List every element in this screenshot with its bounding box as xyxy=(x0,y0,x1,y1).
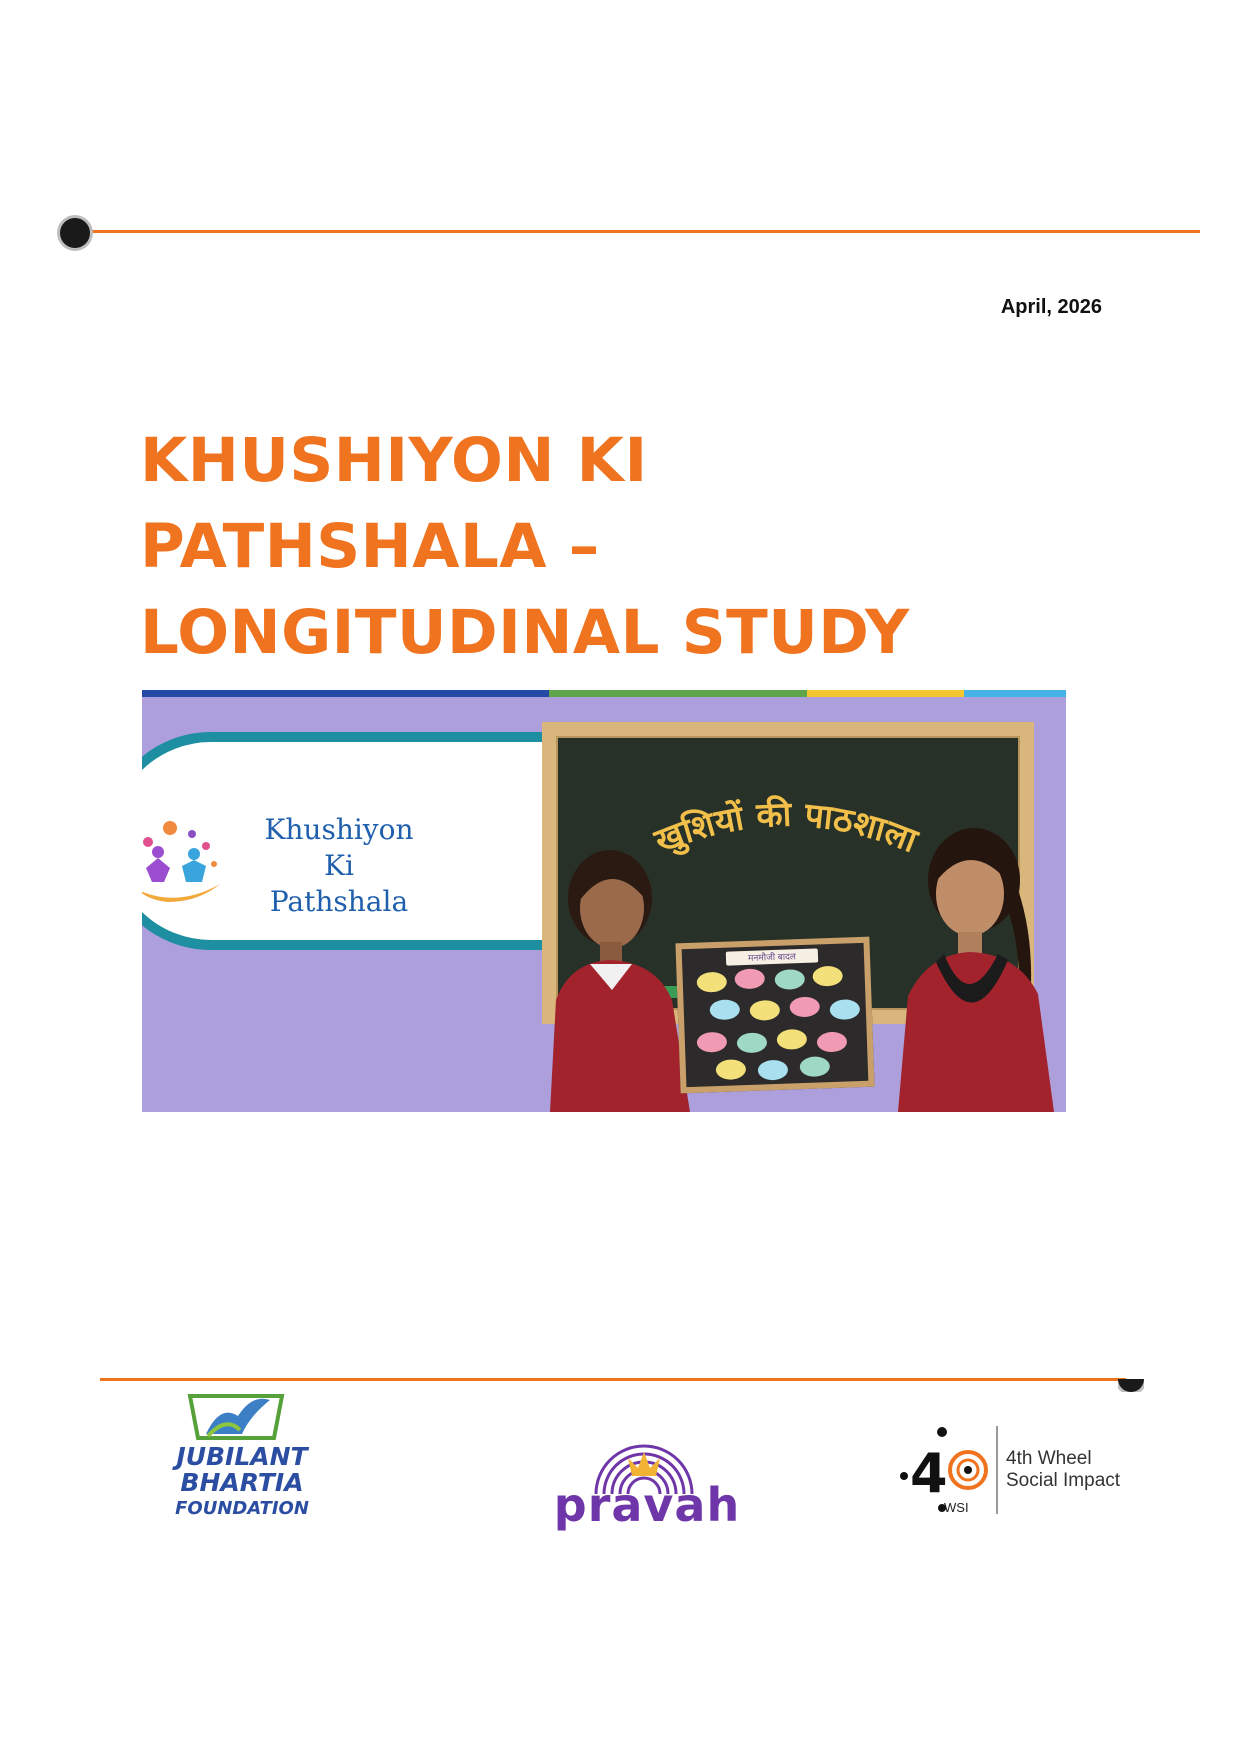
cloud-note xyxy=(734,968,765,989)
wsi-line-2: Social Impact xyxy=(1006,1470,1121,1491)
jbf-line-3: FOUNDATION xyxy=(175,1498,309,1519)
jbf-line-2: BHARTIA xyxy=(180,1468,304,1497)
kp-logo-line-1: Khushiyon xyxy=(264,813,414,846)
cloud-note xyxy=(697,1032,728,1053)
cloud-note xyxy=(777,1029,808,1050)
stripe-segment-yellow xyxy=(807,690,964,697)
cover-banner-image xyxy=(142,690,1066,1112)
kp-logo-icon xyxy=(142,812,228,912)
cloud-note xyxy=(774,969,805,990)
top-rule-line xyxy=(80,230,1200,233)
publication-date: April, 2026 xyxy=(1000,296,1102,318)
fourth-wheel-social-impact-logo xyxy=(1006,1448,1120,1492)
chalkboard-text: खुशियों की पाठशाला xyxy=(649,794,923,862)
cloud-note xyxy=(758,1060,789,1081)
activity-chart-board xyxy=(675,937,874,1094)
jubilant-bhartia-foundation-logo xyxy=(152,1444,332,1522)
cloud-note xyxy=(696,972,727,993)
stripe-segment-blue xyxy=(142,690,549,697)
student-photo-right xyxy=(878,814,1058,1112)
cloud-note xyxy=(716,1059,747,1080)
cloud-note xyxy=(749,1000,780,1021)
cloud-note xyxy=(799,1056,830,1077)
kp-logo-text xyxy=(224,812,454,920)
pravah-logo-text: pravah xyxy=(553,1478,741,1532)
cloud-note xyxy=(789,996,820,1017)
jbf-line-1: JUBILANT xyxy=(176,1442,308,1471)
wsi-line-1: 4th Wheel xyxy=(1006,1448,1092,1469)
cloud-note xyxy=(709,999,740,1020)
wsi-mark-label: WSI xyxy=(944,1500,969,1515)
kp-logo-line-2: Ki xyxy=(324,849,354,882)
report-title xyxy=(140,418,1040,676)
bottom-rule-line xyxy=(100,1378,1126,1381)
cloud-note xyxy=(812,966,843,987)
stripe-segment-green xyxy=(549,690,808,697)
top-rule-dot xyxy=(60,218,90,248)
svg-text:4: 4 xyxy=(910,1442,948,1505)
stripe-segment-lightblue xyxy=(964,690,1066,697)
report-title-line-2: PATHSHALA – xyxy=(140,511,600,582)
kp-logo-line-3: Pathshala xyxy=(269,885,409,918)
cloud-note xyxy=(737,1032,768,1053)
wsi-divider xyxy=(996,1426,998,1514)
cloud-note xyxy=(830,999,861,1020)
color-stripe xyxy=(142,690,1066,697)
report-title-line-3: LONGITUDINAL STUDY xyxy=(140,597,910,668)
report-title-line-1: KHUSHIYON KI xyxy=(140,425,648,496)
activity-chart-title: मनमौजी बादल xyxy=(726,948,818,965)
bottom-rule-dot xyxy=(1118,1366,1144,1392)
cloud-note xyxy=(817,1032,848,1053)
